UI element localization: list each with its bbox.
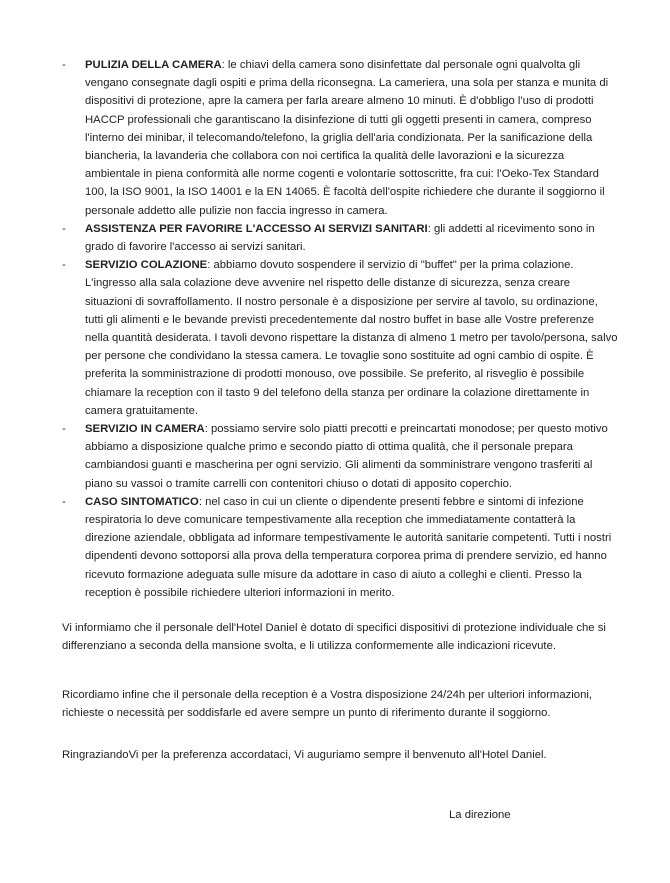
bullet-caso-sintomatico bbox=[62, 493, 618, 602]
bullet-dash: - bbox=[62, 59, 66, 71]
bullet-text: : possiamo servire solo piatti precotti e preincartati monodose; per questo motivo abbiamo a disposizione qualche primo e secondo piatto di ottima qualità, che il personale prepara cambiandosi guanti e mascherina per ogni servizio. Gli alimenti da somministrare vengono trasferiti al piano su vassoi o tramite carrelli con contenitori chiuso o dotati di apposito coperchio. bbox=[85, 423, 608, 490]
bullet-pulizia-camera bbox=[62, 56, 618, 220]
bullet-title: CASO SINTOMATICO bbox=[85, 495, 199, 508]
bullet-title: ASSISTENZA PER FAVORIRE L'ACCESSO AI SERVIZI SANITARI bbox=[85, 222, 428, 235]
bullet-title: SERVIZIO COLAZIONE bbox=[85, 259, 208, 272]
paragraph-ringraziamenti: RingraziandoVi per la preferenza accordataci, Vi auguriamo sempre il benvenuto all'Hotel Daniel. bbox=[62, 749, 547, 761]
bullet-dash: - bbox=[62, 423, 66, 436]
bullet-list bbox=[62, 56, 618, 602]
bullet-dash: - bbox=[62, 495, 66, 508]
bullet-text: : le chiavi della camera sono disinfettate dal personale ogni qualvolta gli vengano consegnate dagli ospiti e prima della riconsegna. La cameriera, una sola per stanza e munita di dispositivi di protezione, apre la camera per farla areare almeno 10 minuti. È d'obbligo l'uso di prodotti HACCP professionali che garantiscano la disinfezione di tutti gli oggetti presenti in camera, compreso l'interno dei minibar, il telecomando/telefono, la griglia dell'aria condizionata. Per la sanificazione della biancheria, la lavanderia che collabora con noi certifica la qualità delle lavorazioni e la sicurezza ambientale in piena conformità alle norme cogenti e volontarie sottoscritte, fra cui: l'Oeko-Tex Standard 100, la ISO 9001, la ISO 14001 e la EN 14065. È facoltà dell'ospite richiedere che durante il soggiorno il personale addetto alle pulizie non faccia ingresso in camera. bbox=[85, 59, 609, 217]
bullet-servizio-in-camera bbox=[62, 420, 618, 493]
signature: La direzione bbox=[449, 809, 511, 821]
bullet-dash: - bbox=[62, 259, 66, 272]
bullet-title: PULIZIA DELLA CAMERA bbox=[85, 59, 222, 71]
paragraph-reception-disponibile: Ricordiamo infine che il personale della reception è a Vostra disposizione 24/24h per ulteriori informazioni, richieste o necessità per soddisfarle ed avere sempre un punto di riferimento durante il soggiorno. bbox=[62, 689, 592, 720]
bullet-title: SERVIZIO IN CAMERA bbox=[85, 423, 205, 436]
bullet-servizio-colazione bbox=[62, 256, 618, 420]
paragraph-dispositivi-protezione: Vi informiamo che il personale dell'Hotel Daniel è dotato di specifici dispositivi di protezione individuale che si differenziano a seconda della mansione svolta, e li utilizza conformemente alle indicazioni ricevute. bbox=[62, 622, 606, 653]
bullet-text: : nel caso in cui un cliente o dipendente presenti febbre e sintomi di infezione respiratoria lo deve comunicare tempestivamente alla reception che immediatamente contatterà la direzione aziendale, obbligata ad informare tempestivamente le autorità sanitarie competenti. Tutti i nostri dipendenti devono sottoporsi alla prova della temperatura corporea prima di prendere servizio, ed hanno ricevuto formazione adeguata sulle misure da adottare in caso di aiuto a colleghi e clienti. Presso la reception è possibile richiedere ulteriori informazioni in merito. bbox=[85, 495, 612, 599]
bullet-text: : abbiamo dovuto sospendere il servizio di "buffet" per la prima colazione. L'ingresso alla sala colazione deve avvenire nel rispetto delle distanze di sicurezza, senza creare situazioni di sovraffollamento. Il nostro personale è a disposizione per servire al tavolo, su ordinazione, tutti gli alimenti e le bevande previsti precedentemente dal nostro buffet in base alle Vostre preferenze nella quantità desiderata. I tavoli devono rispettare la distanza di almeno 1 metro per tavolo/persona, salvo per persone che condividano la stessa camera. Le tovaglie sono sostituite ad ogni cambio di ospite. È preferita la somministrazione di prodotti monouso, ove possibile. Se preferito, al risveglio è possibile chiamare la reception con il tasto 9 del telefono della stanza per ordinare la colazione direttamente in camera gratuitamente. bbox=[85, 259, 618, 417]
bullet-dash: - bbox=[62, 222, 66, 235]
bullet-text: : gli addetti al ricevimento sono in grado di favorire l'accesso ai servizi sanitari. bbox=[85, 222, 595, 254]
bullet-assistenza-sanitaria bbox=[62, 220, 618, 256]
